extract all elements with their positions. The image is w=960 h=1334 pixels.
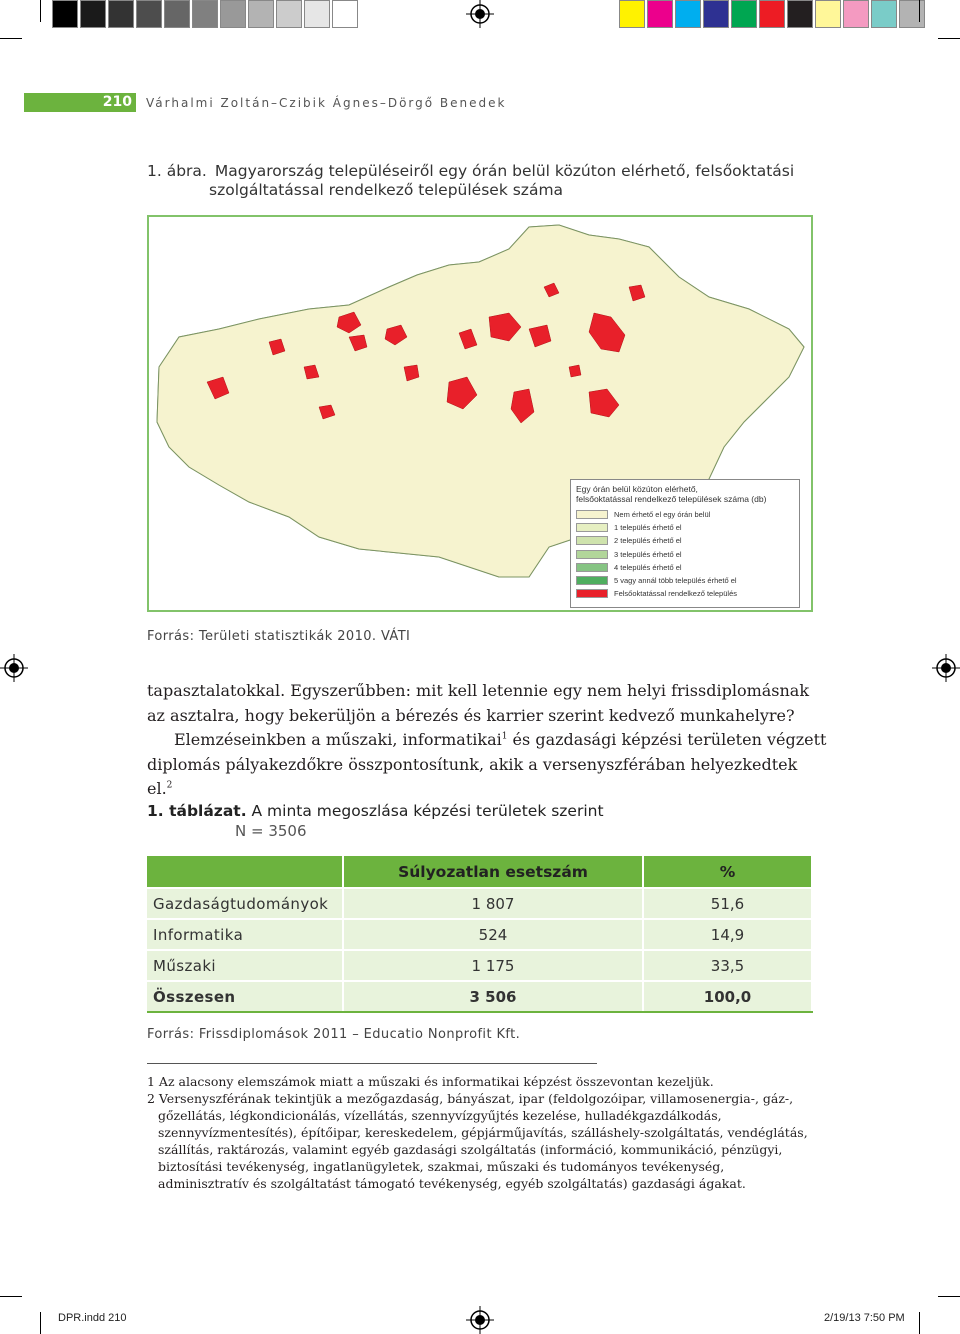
table-source: Forrás: Frissdiplomások 2011 – Educatio Nonprofit Kft. xyxy=(147,1027,521,1042)
body-text xyxy=(147,679,827,802)
table-header: Súlyozatlan esetszám xyxy=(343,856,643,888)
crop-mark xyxy=(919,1312,920,1334)
legend-label: Felsőoktatással rendelkező település xyxy=(614,589,737,599)
table-cell: 524 xyxy=(343,919,643,950)
table-header xyxy=(147,856,343,888)
legend-swatch xyxy=(576,536,608,545)
slug-datetime: 2/19/13 7:50 PM xyxy=(824,1312,905,1324)
crop-mark xyxy=(40,0,41,22)
figure-caption xyxy=(147,162,827,200)
footnote: 1 Az alacsony elemszámok miatt a műszaki és informatikai képzést összevontan kezeljük. xyxy=(147,1074,714,1089)
paragraph xyxy=(147,728,827,802)
legend-swatch xyxy=(576,589,608,598)
legend-label: 2 település érhető el xyxy=(614,536,682,546)
footnote-ref: 2 xyxy=(166,780,173,791)
crop-mark xyxy=(40,1312,41,1334)
table-caption xyxy=(147,801,604,821)
footnote-rule xyxy=(147,1063,597,1064)
legend-title-line1: Egy órán belül közúton elérhető, xyxy=(576,484,698,494)
data-table xyxy=(147,856,813,1013)
legend-item xyxy=(576,561,799,574)
paragraph-text: Elemzéseinkben a műszaki, informatikai xyxy=(174,730,502,749)
table-cell: Összesen xyxy=(147,981,343,1012)
crop-mark xyxy=(0,38,22,39)
crop-mark xyxy=(919,0,920,22)
figure-source: Forrás: Területi statisztikák 2010. VÁTI xyxy=(147,629,411,644)
table-cell: 14,9 xyxy=(643,919,812,950)
table-cell: Gazdaságtudományok xyxy=(147,888,343,919)
legend-title xyxy=(576,484,799,504)
table-cell: Műszaki xyxy=(147,950,343,981)
table-row xyxy=(147,919,812,950)
table-header: % xyxy=(643,856,812,888)
table-cell: 1 807 xyxy=(343,888,643,919)
figure-title-line1: Magyarország településeiről egy órán belül közúton elérhető, felsőoktatási xyxy=(214,162,795,180)
table-title: A minta megoszlása képzési területek szerint xyxy=(251,802,604,820)
table-cell: 51,6 xyxy=(643,888,812,919)
slug-file: DPR.indd 210 xyxy=(58,1312,127,1324)
legend-label: 1 település érhető el xyxy=(614,523,682,533)
table-row xyxy=(147,888,812,919)
figure-label: 1. ábra. xyxy=(147,162,207,180)
table-n: N = 3506 xyxy=(235,822,307,840)
legend-item xyxy=(576,548,799,561)
legend-label: 4 település érhető el xyxy=(614,562,682,572)
legend-label: Nem érhető el egy órán belül xyxy=(614,510,711,520)
legend-item xyxy=(576,587,799,600)
table-cell: 100,0 xyxy=(643,981,812,1012)
footnotes xyxy=(147,1073,817,1192)
legend-title-line2: felsőoktatással rendelkező települések száma (db) xyxy=(576,494,767,504)
registration-mark-icon xyxy=(466,0,494,28)
footnote: 2 Versenyszférának tekintjük a mezőgazdaság, bányászat, ipar (feldolgozóipar, villamosenergia-, gáz-, gőzellátás, légkondicionálás, vízellátás, szennyvízgyűjtés kezelése, hulladékgazdálkodás, szennyvízmentesítés), építőipar, kereskedelem, gépjárműjavítás, szálláshely-szolgáltatás, vendéglátás, szállítás, raktározás, valamint egyéb gazdasági szolgáltatás (információ, kommunikáció, pénzügyi, biztosítási tevékenység, ingatlanügyletek, szakmai, műszaki és tudományos tevékenység, adminisztratív és szolgáltatást támogató tevékenység, egyéb szolgáltatás) gazdasági ágakat. xyxy=(147,1091,808,1191)
legend-item xyxy=(576,574,799,587)
legend-label: 3 település érhető el xyxy=(614,549,682,559)
legend-swatch xyxy=(576,550,608,559)
paragraph: tapasztalatokkal. Egyszerűbben: mit kell letennie egy nem helyi frissdiplomásnak az asztalra, hogy bekerüljön a bérezés és karrier szerint kedvező munkahelyre? xyxy=(147,681,810,725)
map-legend xyxy=(570,479,800,608)
table-cell: 1 175 xyxy=(343,950,643,981)
legend-swatch xyxy=(576,576,608,585)
footnote-ref: 1 xyxy=(501,731,508,742)
legend-item xyxy=(576,508,799,521)
crop-mark xyxy=(938,38,960,39)
table-row xyxy=(147,950,812,981)
legend-label: 5 vagy annál több település érhető el xyxy=(614,576,737,586)
table-label: 1. táblázat. xyxy=(147,802,247,820)
grayscale-bar xyxy=(52,0,360,28)
color-bar xyxy=(619,0,927,28)
table-cell: 3 506 xyxy=(343,981,643,1012)
table-header-row xyxy=(147,856,812,888)
crop-mark xyxy=(938,1296,960,1297)
legend-swatch xyxy=(576,510,608,519)
figure-title-line2: szolgáltatással rendelkező települések száma xyxy=(209,181,564,199)
registration-mark-icon xyxy=(0,654,28,682)
legend-swatch xyxy=(576,523,608,532)
running-header-authors: Várhalmi Zoltán–Czibik Ágnes–Dörgő Benedek xyxy=(146,96,507,110)
legend-swatch xyxy=(576,563,608,572)
registration-mark-icon xyxy=(466,1306,494,1334)
paragraph-text: és gazdasági képzési területen végzett diplomás pályakezdőkre összpontosítunk, akik a versenyszférában helyezkedtek el. xyxy=(147,730,827,798)
table-cell: Informatika xyxy=(147,919,343,950)
registration-mark-icon xyxy=(932,654,960,682)
page-number: 210 xyxy=(102,94,132,110)
crop-mark xyxy=(0,1296,22,1297)
legend-item xyxy=(576,534,799,547)
table-cell: 33,5 xyxy=(643,950,812,981)
table-total-row xyxy=(147,981,812,1012)
legend-item xyxy=(576,521,799,534)
